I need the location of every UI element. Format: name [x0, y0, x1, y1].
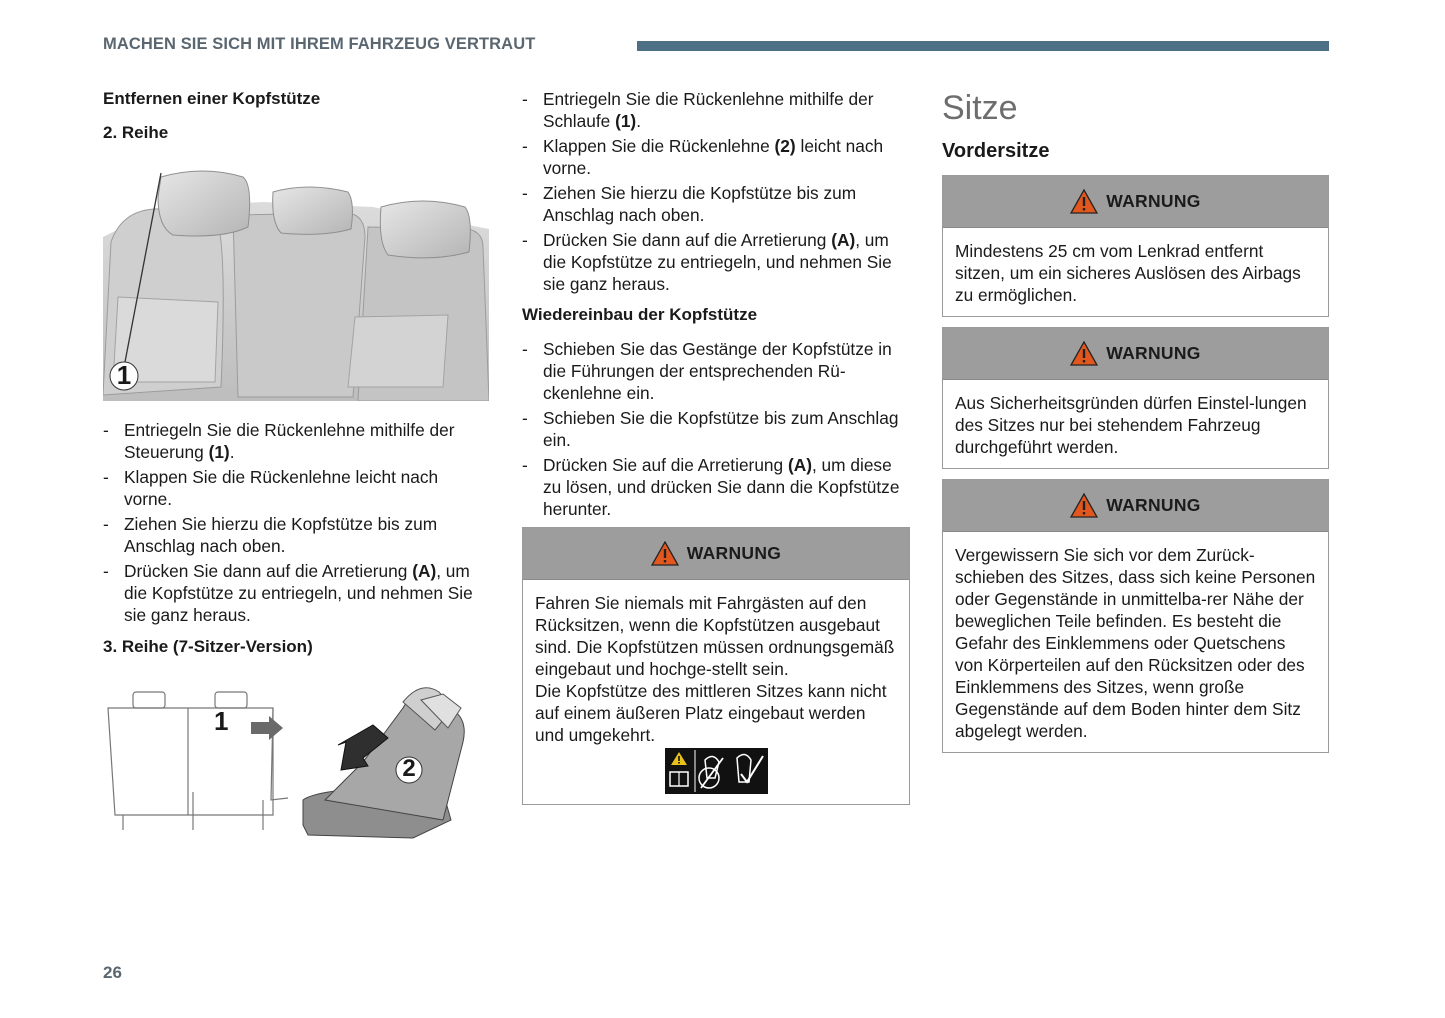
warning-text: Aus Sicherheitsgründen dürfen Einstel-lungen des Sitzes nur bei stehendem Fahrzeug durchgeführt werden. — [955, 393, 1307, 457]
column-3 — [942, 88, 1329, 753]
warning-header — [943, 176, 1328, 228]
callout-2: 2 — [402, 755, 416, 782]
section-title: Sitze — [942, 89, 1018, 127]
header-bar — [637, 41, 1329, 51]
warning-triangle-icon — [1070, 189, 1098, 214]
figure-row2-seats — [103, 167, 489, 401]
warning-triangle-icon — [1070, 493, 1098, 518]
warning-header — [523, 528, 909, 580]
warning-label: WARNUNG — [1106, 343, 1201, 363]
chapter-header: MACHEN SIE SICH MIT IHREM FAHRZEUG VERTRAUT — [103, 35, 536, 53]
list-item: - Drücken Sie dann auf die Arretierung (A), um die Kopfstütze zu entriegeln, und nehmen Sie sie ganz heraus. — [103, 560, 489, 626]
callout-1: 1 — [116, 360, 132, 390]
pictogram-strip — [535, 748, 897, 794]
list-item: - Klappen Sie die Rückenlehne (2) leicht nach vorne. — [522, 135, 910, 179]
warning-box-distance — [942, 175, 1329, 317]
warning-text: Mindestens 25 cm vom Lenkrad entfernt sitzen, um ein sicheres Auslösen des Airbags zu ermöglichen. — [955, 241, 1301, 305]
heading-row-3: 3. Reihe (7-Sitzer-Version) — [103, 637, 313, 656]
list-item: - Entriegeln Sie die Rückenlehne mithilfe der Schlaufe (1). — [522, 88, 910, 132]
warning-text: Vergewissern Sie sich vor dem Zurück-schieben des Sitzes, dass sich keine Personen oder Gegenstände in unmittelba-rer Nähe der beweglichen Teile befinden. Es besteht die Gefahr des Einklemmens oder Quetschens von Körperteilen auf den Rücksitzen oder des Einklemmens des Sitzes, wenn große Gegenstände auf dem Boden hinter dem Sitz abgelegt werden. — [955, 545, 1316, 741]
rear-seat-illustration — [103, 167, 489, 401]
warning-header — [943, 328, 1328, 380]
third-row-seat-illustration — [103, 680, 489, 840]
warning-label: WARNUNG — [686, 543, 782, 563]
removal-steps-row2 — [103, 419, 489, 626]
callout-1: 1 — [214, 706, 229, 736]
warning-box-headrests — [522, 527, 910, 805]
warning-text: Die Kopfstütze des mittleren Sitzes kann nicht auf einem äußeren Platz eingebaut werden und umgekehrt. — [535, 681, 887, 745]
list-item: - Ziehen Sie hierzu die Kopfstütze bis zum Anschlag nach oben. — [522, 182, 910, 226]
list-item: - Drücken Sie dann auf die Arretierung (A), um die Kopfstütze zu entriegeln, und nehmen Sie sie ganz heraus. — [522, 229, 910, 295]
warning-box-pinching — [942, 479, 1329, 753]
warning-box-adjustment — [942, 327, 1329, 469]
list-item: - Schieben Sie die Kopfstütze bis zum Anschlag ein. — [522, 407, 910, 451]
warning-triangle-icon — [1070, 341, 1098, 366]
heading-row-2: 2. Reihe — [103, 123, 169, 142]
warning-body — [523, 580, 909, 804]
list-item: - Schieben Sie das Gestänge der Kopfstütze in die Führungen der entsprechenden Rü-ckenlehne ein. — [522, 338, 910, 404]
removal-steps-row3 — [522, 88, 910, 295]
column-2 — [522, 88, 910, 805]
warning-label: WARNUNG — [1106, 495, 1201, 515]
heading-reinstall: Wiedereinbau der Kopfstütze — [522, 305, 758, 324]
warning-triangle-icon — [651, 541, 679, 566]
list-item: - Drücken Sie auf die Arretierung (A), um diese zu lösen, und drücken Sie dann die Kopfstütze herunter. — [522, 454, 910, 520]
list-item: - Ziehen Sie hierzu die Kopfstütze bis zum Anschlag nach oben. — [103, 513, 489, 557]
column-1 — [103, 88, 489, 840]
figure-row3-seats — [103, 680, 489, 840]
page-number: 26 — [103, 963, 122, 982]
warning-label: WARNUNG — [1106, 191, 1201, 211]
reinstall-steps — [522, 338, 910, 520]
list-item: - Entriegeln Sie die Rückenlehne mithilfe der Steuerung (1). — [103, 419, 489, 463]
warning-text: Fahren Sie niemals mit Fahrgästen auf den Rücksitzen, wenn die Kopfstützen ausgebaut sind. Die Kopfstützen müssen ordnungsgemäß eingebaut und hochge-stellt sein. — [535, 593, 895, 679]
heading-remove-headrest: Entfernen einer Kopfstütze — [103, 89, 321, 108]
warning-header — [943, 480, 1328, 532]
airbag-child-seat-icon — [665, 748, 768, 794]
subsection-title: Vordersitze — [942, 140, 1050, 162]
list-item: - Klappen Sie die Rückenlehne leicht nach vorne. — [103, 466, 489, 510]
